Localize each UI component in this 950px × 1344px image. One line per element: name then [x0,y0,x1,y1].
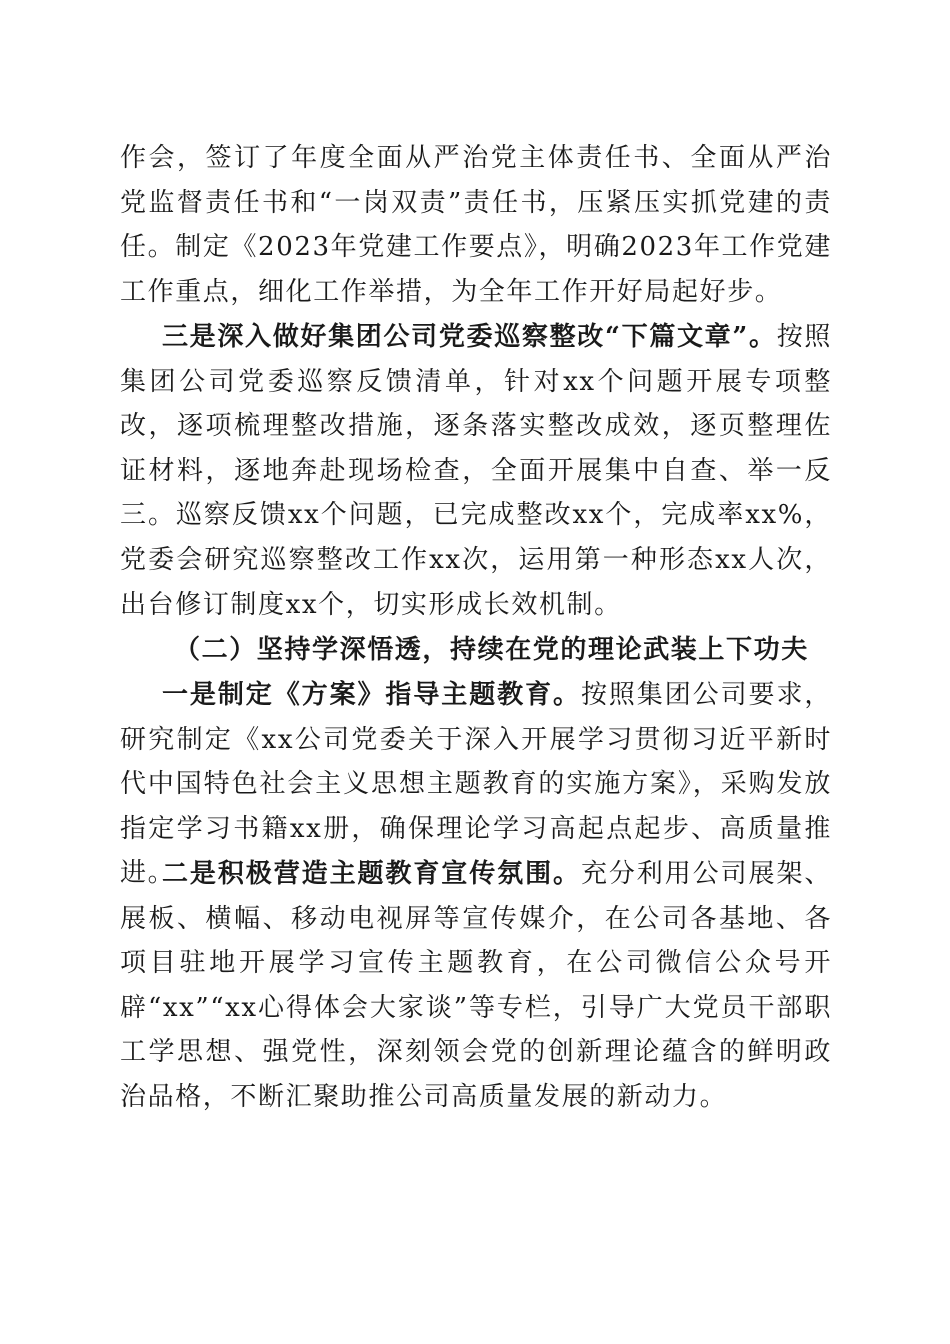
paragraph-4-block [120,852,832,1120]
paragraph-4 [120,852,832,1120]
paragraph-3-lead: 一是制定《方案》指导主题教育。 [162,680,581,710]
document-body [120,136,832,314]
paragraph-2-lead: 三是深入做好集团公司党委巡察整改“下篇文章”。 [162,322,777,352]
paragraph-2-block [120,315,832,627]
paragraph-4-lead: 二是积极营造主题教育宣传氛围。 [162,859,581,889]
paragraph-3-body: 按照集团公司要求，研究制定《xx公司党委关于深入开展学习贯彻习近平新时代中国特色社会主义思想主题教育的实施方案》，采购发放指定学习书籍xx册，确保理论学习高起点起步、高质量推进。 [120,680,832,889]
paragraph-4-body: 充分利用公司展架、展板、横幅、移动电视屏等宣传媒介，在公司各基地、各项目驻地开展学习宣传主题教育，在公司微信公众号开辟“xx”“xx心得体会大家谈”等专栏，引导广大党员干部职工学思想、强党性，深刻领会党的创新理论蕴含的鲜明政治品格，不断汇聚助推公司高质量发展的新动力。 [120,859,832,1112]
paragraph-1: 作会，签订了年度全面从严治党主体责任书、全面从严治党监督责任书和“一岗双责”责任书，压紧压实抓党建的责任。制定《2023年党建工作要点》，明确2023年工作党建工作重点，细化工作举措，为全年工作开好局起好步。 [120,143,832,307]
section-heading: （二）坚持学深悟透，持续在党的理论武装上下功夫 [174,635,809,665]
paragraph-2-body: 按照集团公司党委巡察反馈清单，针对xx个问题开展专项整改，逐项梳理整改措施，逐条落实整改成效，逐页整理佐证材料，逐地奔赴现场检查，全面开展集中自查、举一反三。巡察反馈xx个问题，已完成整改xx个，完成率xx%，党委会研究巡察整改工作xx次，运用第一种形态xx人次，出台修订制度xx个，切实形成长效机制。 [120,322,832,620]
heading-2-block [120,628,832,673]
paragraph-2 [120,315,832,627]
